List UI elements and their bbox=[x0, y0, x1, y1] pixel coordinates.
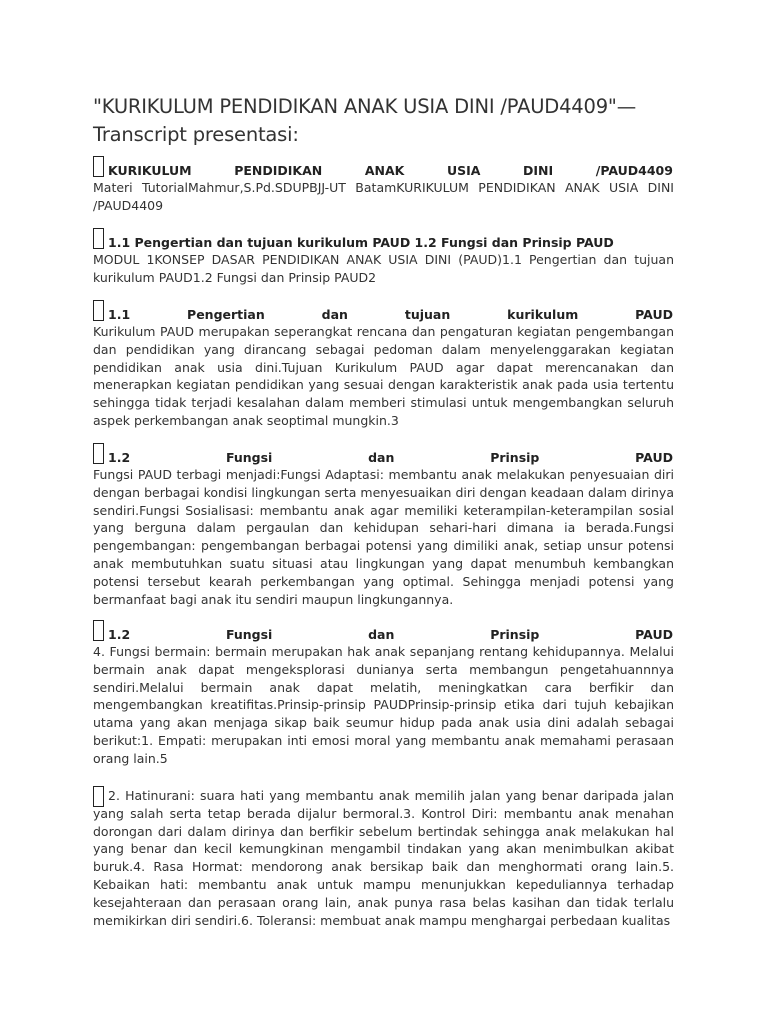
slide-heading: 1.2 Fungsi dan Prinsip PAUD bbox=[108, 450, 673, 465]
slide-image-placeholder-icon bbox=[93, 620, 104, 641]
slide-heading: 1.1 Pengertian dan tujuan kurikulum PAUD 1.2 Fungsi dan Prinsip PAUD bbox=[108, 235, 614, 250]
transcript-slide-1 bbox=[93, 159, 674, 215]
slide-image-placeholder-icon bbox=[93, 300, 104, 321]
slide-image-placeholder-icon bbox=[93, 228, 104, 249]
transcript-slide-4 bbox=[93, 446, 674, 608]
slide-image-placeholder-icon bbox=[93, 443, 104, 464]
slide-heading: 1.1 Pengertian dan tujuan kurikulum PAUD bbox=[108, 307, 673, 322]
slide-heading: 1.2 Fungsi dan Prinsip PAUD bbox=[108, 627, 673, 642]
slide-image-placeholder-icon bbox=[93, 156, 104, 177]
slide-body: MODUL 1KONSEP DASAR PENDIDIKAN ANAK USIA DINI (PAUD)1.1 Pengertian dan tujuan kurikulum PAUD1.2 Fungsi dan Prinsip PAUD2 bbox=[93, 252, 674, 285]
transcript-slide-6 bbox=[93, 786, 674, 929]
transcript-slide-5 bbox=[93, 623, 674, 768]
slide-body: 2. Hatinurani: suara hati yang membantu anak memilih jalan yang benar daripada jalan yang salah serta tetap berada dijalur bermoral.3. Kontrol Diri: membantu anak menahan dorongan dari dalam dirinya dan berfikir sebelum bertindak sehingga anak melakukan hal yang benar dan kecil kemungkinan mengambil tindakan yang akan menimbulkan akibat buruk.4. Rasa Hormat: mendorong anak bersikap baik dan menghormati orang lain.5. Kebaikan hati: membantu anak untuk mampu menunjukkan kepeduliannya terhadap kesejahteraan dan perasaan orang lain, anak punya rasa belas kasihan dan tidak terlalu memikirkan diri sendiri.6. Toleransi: membuat anak mampu menghargai perbedaan kualitas bbox=[93, 788, 674, 928]
transcript-slide-2 bbox=[93, 231, 674, 287]
slide-body: Fungsi PAUD terbagi menjadi:Fungsi Adaptasi: membantu anak melakukan penyesuaian diri dengan berbagai kondisi lingkungan serta menyesuaikan diri dengan keadaan dalam dirinya sendiri.Fungsi Sosialisasi: membantu anak agar memiliki keterampilan-keterampilan sosial yang berguna dalam pergaulan dan kehidupan sehari-hari dimana ia berada.Fungsi pengembangan: pengembangan berbagai potensi yang dimiliki anak, setiap unsur potensi anak membutuhkan suatu situasi atau lingkungan yang dapat menumbuh kembangkan potensi tersebut kearah perkembangan yang optimal. Sehingga menjadi potensi yang bermanfaat bagi anak itu sendiri maupun lingkungannya. bbox=[93, 467, 674, 607]
slide-body: Materi TutorialMahmur,S.Pd.SDUPBJJ-UT BatamKURIKULUM PENDIDIKAN ANAK USIA DINI /PAUD4409 bbox=[93, 180, 674, 213]
slide-heading: KURIKULUM PENDIDIKAN ANAK USIA DINI /PAUD4409 bbox=[108, 163, 673, 178]
slide-image-placeholder-icon bbox=[93, 786, 104, 807]
document-title: "KURIKULUM PENDIDIKAN ANAK USIA DINI /PAUD4409"— Transcript presentasi: bbox=[93, 95, 636, 146]
slide-body: Kurikulum PAUD merupakan seperangkat rencana dan pengaturan kegiatan pengembangan dan pendidikan yang dirancang sebagai pedoman dalam menyelenggarakan kegiatan pendidikan anak usia dini.Tujuan Kurikulum PAUD agar dapat merencanakan dan menerapkan kegiatan pendidikan yang sesuai dengan karakteristik anak pada usia tertentu sehingga tidak terjadi kesalahan dalam memberi stimulasi untuk mengembangkan seluruh aspek perkembangan anak seoptimal mungkin.3 bbox=[93, 324, 674, 428]
transcript-slide-3 bbox=[93, 303, 674, 430]
slide-body: 4. Fungsi bermain: bermain merupakan hak anak sepanjang rentang kehidupannya. Melalui bermain anak dapat mengeksplorasi dunianya serta membangun pengetahuannnya sendiri.Melalui bermain anak dapat melatih, meningkatkan cara berfikir dan mengembangkan kreatifitas.Prinsip-prinsip PAUDPrinsip-prinsip etika dari tujuh kebajikan utama yang akan menjaga sikap baik seumur hidup pada anak usia dini adalah sebagai berikut:1. Empati: merupakan inti emosi moral yang membantu anak memahami perasaan orang lain.5 bbox=[93, 644, 674, 766]
